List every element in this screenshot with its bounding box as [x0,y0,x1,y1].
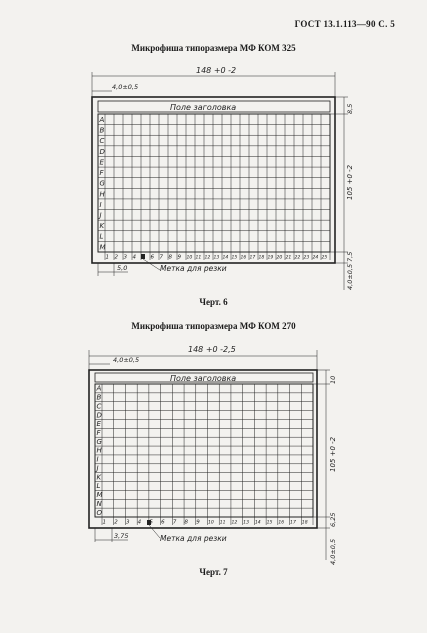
column-label: 3 [123,254,127,261]
column-label: 2 [114,254,118,261]
column-label: 18 [258,255,265,261]
column-label: 12 [231,520,238,526]
header-field-label-2: Поле заголовка [170,374,237,383]
column-label: 11 [195,255,202,261]
figure-7-caption: Черт. 7 [199,567,228,577]
cut-mark-label-2: Метка для резки [160,534,227,543]
row-label: K [99,222,105,231]
column-label: 2 [114,519,118,526]
column-label: 13 [243,520,250,526]
frame-grid-border-2 [95,384,313,517]
column-label: 18 [301,520,308,526]
right-dim-middle-2: 105 +0 -2 [329,436,337,472]
row-label: G [99,179,105,188]
right-dim-top: 8,5 [346,103,354,114]
left-dimension: 4,0±0,5 [112,83,139,91]
row-label: I [96,455,99,464]
column-label: 4 [132,254,136,261]
column-label: 21 [285,255,292,261]
column-label: 22 [294,255,301,261]
row-label: N [96,499,102,508]
row-label: F [96,428,101,437]
column-label: 20 [276,255,283,261]
cut-mark-label: Метка для резки [160,264,227,273]
frame-grid-border [98,114,330,252]
header-field-label: Поле заголовка [170,103,237,112]
row-label: M [96,491,103,500]
width-dimension-2: 148 +0 -2,5 [188,345,236,354]
column-label: 16 [278,520,285,526]
column-label: 3 [125,519,130,526]
row-label: E [99,158,104,167]
right-dim-bottom: 7,5 [346,251,354,262]
right-dim-middle: 105 +0 -2 [346,164,354,200]
bottom-left-dimension: 5,0 [117,264,128,272]
row-label: B [96,393,102,402]
microfiche-outline [92,97,335,263]
column-labels-2 [103,520,308,526]
column-label: 1 [102,519,106,526]
column-label: 10 [208,520,214,526]
column-label: 11 [219,520,226,526]
column-label: 15 [266,520,273,526]
figure-6-title: Микрофиша типоразмера МФ КОМ 325 [131,43,296,53]
column-label: 5 [149,519,153,526]
row-label: A [99,115,105,124]
row-label: B [99,126,105,135]
column-label: 19 [267,255,274,261]
column-label: 17 [249,255,256,261]
column-label: 23 [303,255,310,261]
column-label: 6 [161,519,165,526]
column-labels [106,255,328,261]
column-label: 8 [168,254,172,261]
row-label: C [96,402,102,411]
microfiche-outline-2 [89,370,317,528]
row-label: G [96,437,102,446]
row-labels-2 [95,385,103,517]
figure-6-caption: Черт. 6 [199,297,228,307]
row-label: O [96,508,103,517]
row-label: C [99,137,105,146]
column-label: 6 [150,254,154,261]
row-label: I [99,200,102,209]
right-dim-bottom-2: 6,25 [329,512,337,527]
width-dimension: 148 +0 -2 [196,66,237,75]
column-label: 15 [231,255,238,261]
column-label: 5 [141,254,145,261]
row-label: E [96,420,101,429]
column-label: 4 [137,519,142,526]
bottom-left-dimension-2: 3,75 [114,532,129,540]
row-label: A [96,384,102,393]
row-label: L [99,232,104,241]
row-label: L [96,482,101,491]
column-label: 1 [105,254,109,261]
column-label: 14 [222,255,229,261]
row-labels [98,116,106,251]
frame-grid [98,114,330,260]
column-label: 12 [204,255,211,261]
column-label: 7 [159,254,163,261]
row-label: J [96,464,99,473]
row-label: M [99,243,106,252]
column-label: 8 [184,519,189,526]
row-label: F [99,169,104,178]
row-label: H [96,446,102,455]
column-label: 16 [240,255,247,261]
right-dim-top-2: 10 [329,375,337,384]
row-label: K [96,473,102,482]
column-label: 13 [213,255,220,261]
bottom-right-dimension-2: 4,0±0,5 [329,538,337,565]
column-label: 9 [196,519,200,526]
left-dimension-2: 4,0±0,5 [113,356,140,364]
column-label: 24 [312,255,319,261]
column-label: 14 [254,520,261,526]
page-header: ГОСТ 13.1.113—90 С. 5 [294,19,395,29]
column-label: 10 [186,255,193,261]
figure-7-title: Микрофиша типоразмера МФ КОМ 270 [131,321,296,331]
row-label: D [96,411,102,420]
column-label: 7 [172,519,177,526]
row-label: H [99,190,105,199]
frame-grid-2 [95,384,313,525]
row-label: D [99,147,105,156]
column-label: 9 [177,254,181,261]
bottom-right-dimension: 4,0±0,5 [346,263,354,290]
column-label: 25 [321,255,328,261]
column-label: 17 [290,520,296,526]
row-label: J [99,211,102,220]
